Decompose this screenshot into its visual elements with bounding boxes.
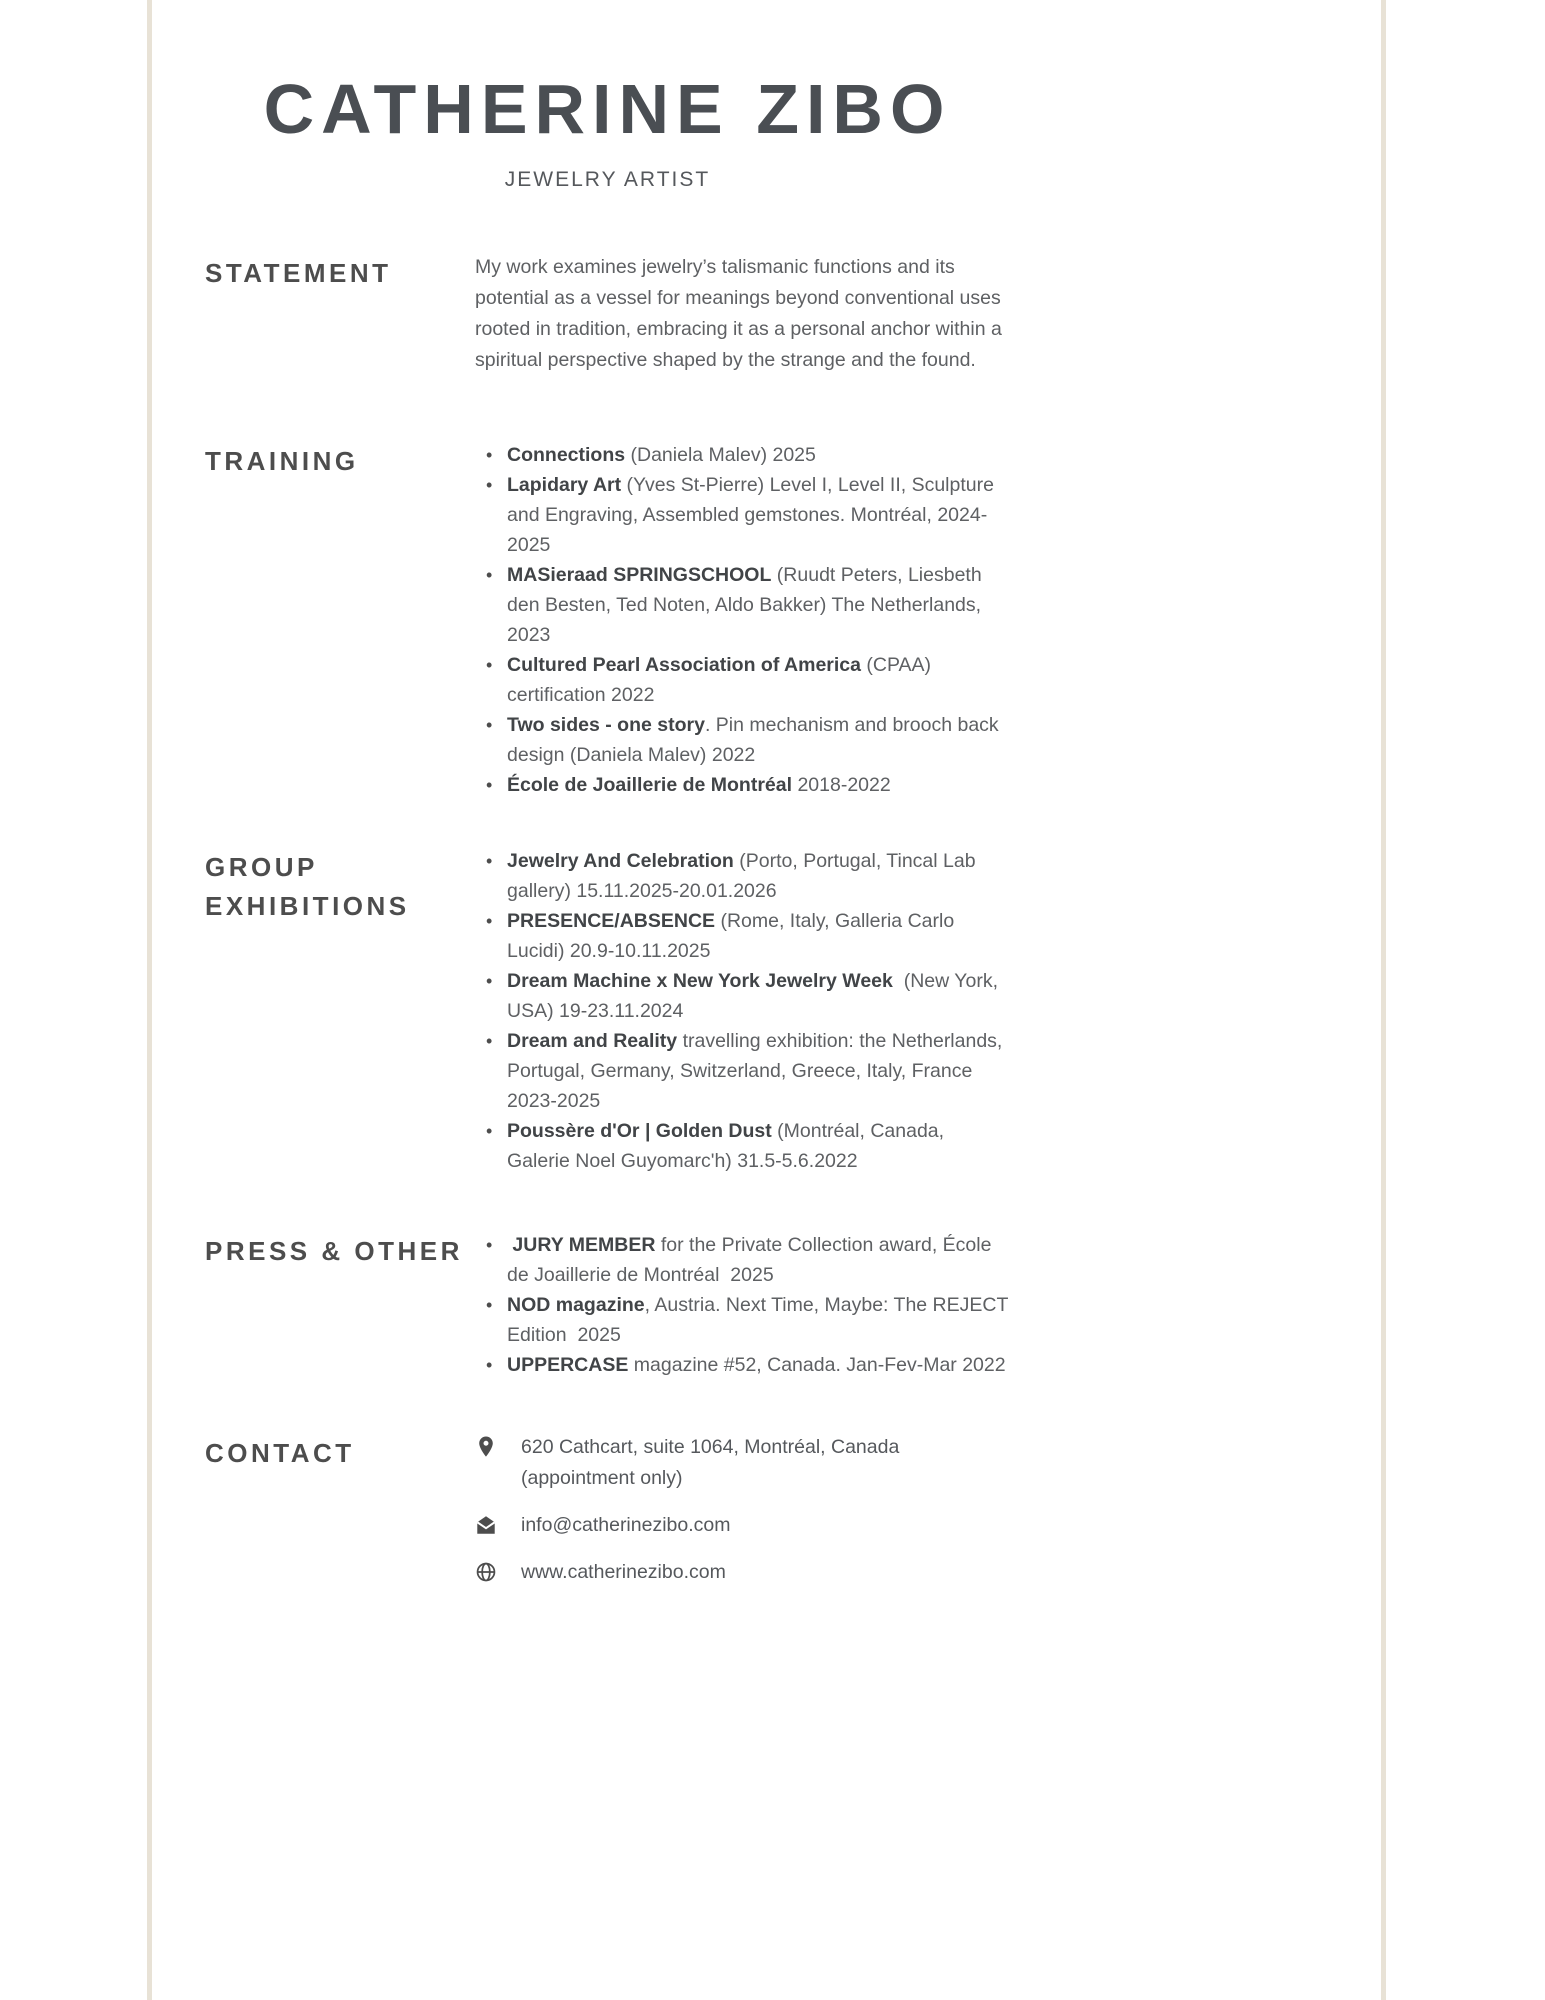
item-title: PRESENCE/ABSENCE	[507, 910, 716, 932]
item-detail: (Porto, Portugal, Tincal Lab gallery) 15.11.2025-20.01.2026	[507, 850, 976, 902]
item-title: Dream Machine x New York Jewelry Week	[507, 970, 893, 992]
list-item	[475, 560, 1010, 650]
item-detail: , Austria. Next Time, Maybe: The REJECT Edition 2025	[507, 1294, 1009, 1346]
list-item	[475, 1350, 1010, 1380]
contact-email: info@catherinezibo.com	[521, 1514, 731, 1536]
left-border-rule	[147, 0, 152, 2000]
resume-page	[205, 0, 1010, 1588]
list-item	[475, 966, 1010, 1026]
section-group-exhibitions	[205, 846, 1010, 1176]
contact-heading: CONTACT	[205, 1438, 355, 1468]
section-training	[205, 440, 1010, 800]
address-line-2: (appointment only)	[521, 1467, 683, 1489]
address-line-1: 620 Cathcart, suite 1064, Montréal, Canada	[521, 1436, 900, 1458]
item-detail: (Montréal, Canada, Galerie Noel Guyomarc'h) 31.5-5.6.2022	[507, 1120, 945, 1172]
list-item	[475, 770, 1010, 800]
statement-body: My work examines jewelry’s talismanic functions and its potential as a vessel for meanings beyond conventional uses rooted in tradition, embracing it as a personal anchor within a spiritual perspective shaped by the strange and the found.	[475, 256, 1002, 371]
section-statement	[205, 252, 1010, 376]
list-item	[475, 1116, 1010, 1176]
location-pin-icon	[475, 1435, 497, 1459]
globe-icon	[475, 1560, 497, 1584]
item-title: Cultured Pearl Association of America	[507, 654, 861, 676]
list-item	[475, 846, 1010, 906]
item-detail: travelling exhibition: the Netherlands, Portugal, Germany, Switzerland, Greece, Italy, France 2023-2025	[507, 1030, 1003, 1112]
item-title: Poussère d'Or | Golden Dust	[507, 1120, 772, 1142]
contact-address-row	[475, 1432, 1010, 1494]
list-item	[475, 1026, 1010, 1116]
item-title: École de Joaillerie de Montréal	[507, 774, 793, 796]
item-detail: (Daniela Malev) 2025	[625, 444, 816, 466]
contact-email-row	[475, 1510, 1010, 1541]
item-title: Connections	[507, 444, 626, 466]
right-border-rule	[1381, 0, 1386, 2000]
contact-website-row	[475, 1557, 1010, 1588]
email-icon	[475, 1513, 497, 1537]
item-title: Dream and Reality	[507, 1030, 678, 1052]
list-item	[475, 710, 1010, 770]
item-title: UPPERCASE	[507, 1354, 629, 1376]
item-title: Jewelry And Celebration	[507, 850, 734, 872]
list-item	[475, 1230, 1010, 1290]
training-list	[475, 440, 1010, 800]
section-contact	[205, 1432, 1010, 1588]
training-heading: TRAINING	[205, 446, 359, 476]
item-title: Two sides - one story	[507, 714, 705, 736]
list-item	[475, 906, 1010, 966]
list-item	[475, 440, 1010, 470]
list-item	[475, 1290, 1010, 1350]
item-detail: 2018-2022	[792, 774, 891, 796]
section-press-other	[205, 1230, 1010, 1380]
item-title: NOD magazine	[507, 1294, 645, 1316]
press-other-heading: PRESS & OTHER	[205, 1236, 463, 1266]
item-detail: (Rome, Italy, Galleria Carlo Lucidi) 20.9-10.11.2025	[507, 910, 955, 962]
item-detail: (New York, USA) 19-23.11.2024	[507, 970, 998, 1022]
list-item	[475, 470, 1010, 560]
header	[205, 0, 1010, 192]
item-title: JURY MEMBER	[507, 1234, 656, 1256]
exhibitions-list	[475, 846, 1010, 1176]
item-detail: . Pin mechanism and brooch back design (Daniela Malev) 2022	[507, 714, 999, 766]
item-detail: (CPAA) certification 2022	[507, 654, 932, 706]
item-title: MASieraad SPRINGSCHOOL	[507, 564, 772, 586]
page-subtitle: JEWELRY ARTIST	[504, 168, 711, 191]
contact-address	[521, 1432, 899, 1494]
item-detail: magazine #52, Canada. Jan-Fev-Mar 2022	[628, 1354, 1006, 1376]
list-item	[475, 650, 1010, 710]
statement-heading: STATEMENT	[205, 258, 392, 288]
page-title: CATHERINE ZIBO	[263, 70, 952, 148]
item-title: Lapidary Art	[507, 474, 622, 496]
press-list	[475, 1230, 1010, 1380]
contact-website: www.catherinezibo.com	[521, 1561, 726, 1583]
item-detail: (Yves St-Pierre) Level I, Level II, Sculpture and Engraving, Assembled gemstones. Montréal, 2024-2025	[507, 474, 994, 556]
item-detail: for the Private Collection award, École de Joaillerie de Montréal 2025	[507, 1234, 992, 1286]
group-exhibitions-heading: GROUP EXHIBITIONS	[205, 852, 410, 921]
item-detail: (Ruudt Peters, Liesbeth den Besten, Ted Noten, Aldo Bakker) The Netherlands, 2023	[507, 564, 982, 646]
